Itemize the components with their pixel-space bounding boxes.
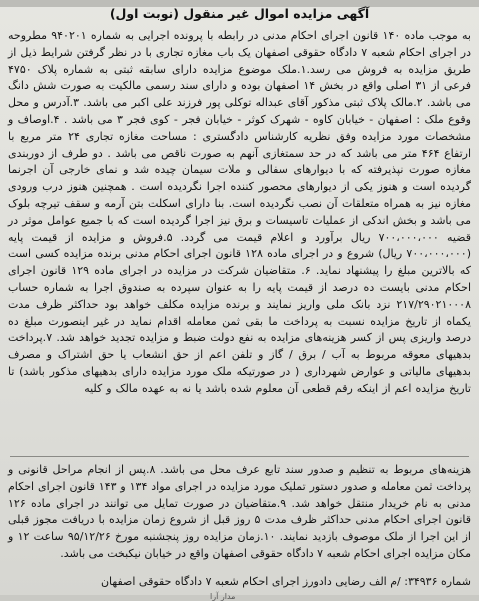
notice-signature: شماره ۳۴۹۳۶: /م الف رضایی دادورز اجرای احکام شعبه ۷ دادگاه حقوقی اصفهان (100, 575, 471, 588)
notice-body-lower (8, 462, 471, 563)
notice-paragraph-lower: هزینه‌های مربوط به تنظیم و صدور سند تابع عرف محل می باشد. ۸.پس از انجام مراحل قانونی و پرداخت ثمن معامله و صدور دستور تملیک مورد مزایده در اجرای مواد ۱۳۴ و ۱۴۳ قانون اجرای احکام مدنی به نام خریدار منتقل خواهد شد. ۹.متقاضیان در صورت تمایل می توانند در اجرای ماده ۱۲۶ قانون اجرای احکام مدنی حداکثر ظرف مدت ۵ روز قبل از شروع زمان مزایده با دریافت مجوز قبلی از این اجرا از ملک موصوف بازدید نمایند. ۱۰.زمان مزایده روز پنجشنبه مورخ ۹۵/۱۲/۲۶ ساعت ۱۲ و مکان مزایده اجرای احکام شعبه ۷ دادگاه حقوقی اصفهان واقع در خیابان نیکبخت می باشد. (8, 463, 472, 560)
clipping-bottom-edge (0, 592, 479, 601)
footer-fragment: مدار آرا (210, 592, 236, 601)
notice-title: آگهی مزایده اموال غیر منقول (نوبت اول) (109, 6, 370, 21)
notice-paragraph-main: به موجب ماده ۱۴۰ قانون اجرای احکام مدنی در رابطه با پرونده اجرایی به شماره ۹۴۰۲۰۱ مطروحه در اجرای احکام شعبه ۷ دادگاه حقوقی اصفهان یک باب مغازه تجاری با در نظر گرفتن شرایط ذیل از طریق مزایده به فروش می رسد.۱.ملک موضوع مزایده دارای سابقه ثبتی به شماره پلاک ۴۷۵۰ فرعی از ۳۱ اصلی واقع در بخش ۱۴ اصفهان بوده و دارای سند رسمی مالکیت به صورت شش دانگ می باشد. ۲.مالک پلاک ثبتی مذکور آقای عبداله توکلی پور فرزند علی اکبر می باشد. ۳.آدرس و محل وقوع ملک : اصفهان - خیابان کاوه - شهرک کوثر - خیابان فجر - کوی فجر ۳ می باشد . ۴.اوصاف و مشخصات مورد مزایده وفق نظریه کارشناس دادگستری : مساحت مغازه تجاری ۲۴ متر مربع با ارتفاع ۴۶۴ متر می باشد که در حد سمتغازی آنهم به صورت ناقص می باشد . دو طرف از دوربندی مغازه صورت نپذیرفته که با دیوارهای سفالی و ملات سیمان چیده شد و نمای خارجی آن اجرنما گردیده است و هنوز یکی از دیوارهای محصور کننده اجرا نگردیده است . همچنین هنوز درب ورودی مغازه نیز به همراه متعلقات آن نصب نگردیده است. بنا دارای اسکلت بتن آرمه و سقف تیرچه بلوک می باشد و بخش اندکی از عملیات تاسیسات و برق نیز اجرا گردیده است که با جمیع عوامل موثر در قضیه ۷۰۰،۰۰۰،۰۰۰ ریال برآورد و اعلام قیمت می گردد. ۵.فروش و مزایده از قیمت پایه (۷۰۰،۰۰۰،۰۰۰ ریال) شروع و در اجرای ماده ۱۲۸ قانون اجرای احکام مدنی برنده مزایده کسی است که بالاترین مبلغ را پیشنهاد نماید. ۶. متقاضیان شرکت در مزایده در اجرای ماده ۱۲۹ قانون اجرای احکام مدنی بایست ده درصد از قیمت پایه را به عنوان سپرده به صندوق اجرا به شماره حساب ۲۱۷/۲۹۰۲۱۰۰۰۸ نزد بانک ملی واریز نمایند و برنده مزایده مکلف خواهد بود حداکثر ظرف مدت یکماه از تاریخ مزایده نسبت به پرداخت ما بقی ثمن معامله اقدام نماید در غیر اینصورت مبلغ ده درصد واریزی پس از کسر هزینه‌های مزایده به نفع دولت ضبط و مزایده تجدید خواهد شد. ۷.پرداخت بدهیهای معوقه مربوط به آب / برق / گاز و تلفن اعم از حق انشعاب یا حق اشتراک و مصرف بدهیهای مالیاتی و عوارض شهرداری ( در صورتیکه ملک مورد مزایده دارای بدهیهای مذکور باشد) تا تاریخ مزایده اعم از اینکه رقم قطعی آن معلوم شده باشد یا نه به عهده مالک و کلیه (8, 29, 472, 395)
section-divider (10, 456, 469, 457)
notice-body (8, 28, 471, 398)
